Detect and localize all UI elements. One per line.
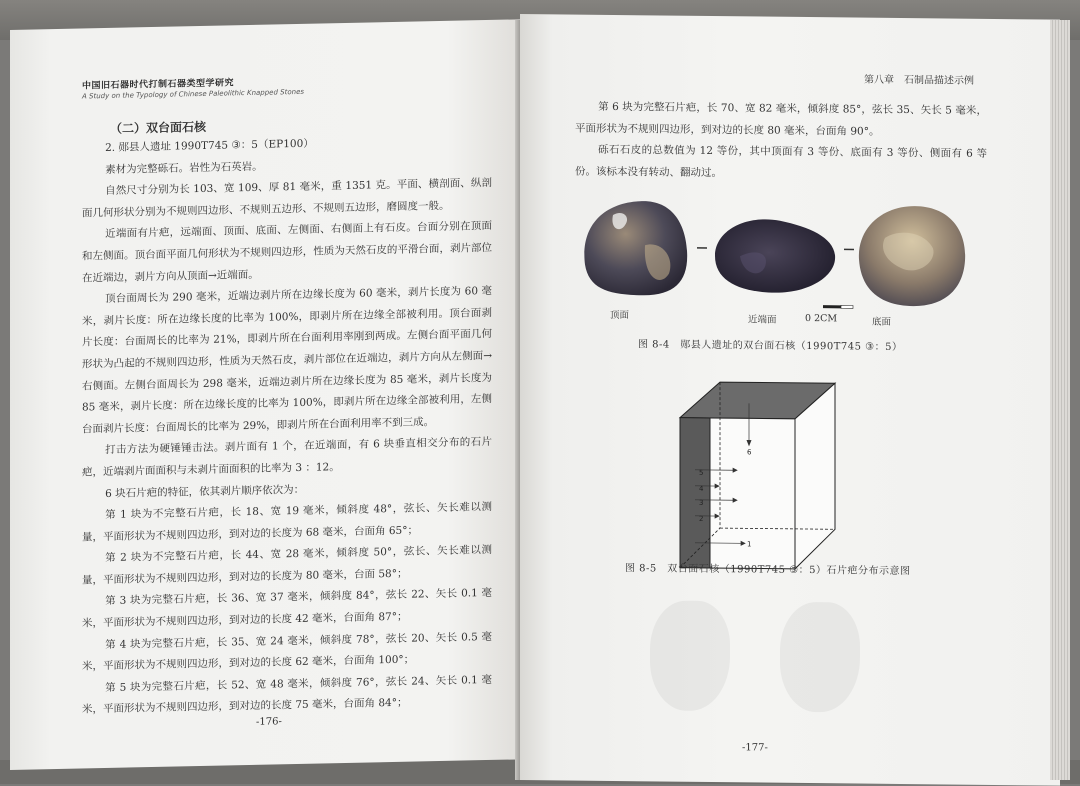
paragraph: 打击方法为硬锤锤击法。剥片面有 1 个，在近端面，有 6 块垂直相交分布的石片疤，近端剥片面面积与未剥片面面积的比率为 3 ：12。: [82, 432, 492, 484]
running-head: [82, 74, 304, 101]
paragraph: 第 3 块为完整石片疤，长 36、宽 37 毫米，倾斜度 84°，弦长 22、矢长 0.1 毫米，平面形状为不规则四边形，到对边的长度 42 毫米，台面角 87°；: [82, 583, 492, 635]
label-top-view: 顶面: [610, 307, 629, 321]
scar-label-4: 4: [699, 485, 704, 493]
paragraph: 2. 郧县人遗址 1990T745 ③：5（EP100）: [82, 130, 492, 160]
stone-proximal-view: [715, 219, 835, 293]
figure-8-5-diagram: [675, 378, 855, 580]
scar-label-2: 2: [699, 515, 703, 523]
page-number-right: -177-: [742, 742, 768, 753]
page-block-edge: [1050, 20, 1070, 780]
paragraph: 素材为完整砾石。岩性为石英岩。: [82, 151, 492, 181]
figure-8-5-caption: 图 8-5 双台面石核（1990T745 ③：5）石片疤分布示意图: [625, 559, 911, 577]
paragraph: 6 块石片疤的特征，依其剥片顺序依次为：: [82, 475, 492, 505]
scar-label-6: 6: [747, 448, 752, 456]
paragraph: 第 6 块为完整石片疤，长 70、宽 82 毫米，倾斜度 85°，弦长 35、矢长 5 毫米，平面形状为不规则四边形，到对边的长度 80 毫米，台面角 90°。: [575, 97, 987, 145]
scale-bar: [823, 305, 853, 308]
paragraph: 砾石石皮的总数值为 12 等份，其中顶面有 3 等份、底面有 3 等份、侧面有 6 等份。该标本没有转动、翻动过。: [575, 140, 987, 188]
scar-label-3: 3: [699, 499, 703, 507]
stone-bottom-view: [859, 206, 965, 307]
label-proximal-view: 近端面: [748, 311, 777, 325]
paragraph: 顶台面周长为 290 毫米，近端边剥片所在边缘长度为 60 毫米，剥片长度为 60 毫米，剥片长度：所在边缘长度的比率为 100%，即剥片所在边缘全部被利用。顶台面剥片长度：台面周长的比率为 21%，即剥片所在台面利用率刚到两成。左侧台面平面几何形状为凸起的不规则四边形，性质为天然石皮，剥片部位在近端边，剥片方向从左侧面→右侧面。左侧台面周长为 298 毫米，近端边剥片所在边缘长度为 85 毫米，剥片长度为 85 毫米，剥片长度：所在边缘长度的比率为 100%，即剥片所在边缘全部被利用，左侧台面剥片长度：台面周长的比率为 29%，即剥片所在台面利用率不到三成。: [82, 281, 492, 441]
right-body-text: [575, 97, 987, 188]
paragraph: 第 2 块为不完整石片疤，长 44、宽 28 毫米，倾斜度 50°，弦长、矢长难以测量，平面形状为不规则四边形，到对边的长度为 80 毫米，台面 58°；: [82, 540, 492, 592]
scar-label-1: 1: [747, 540, 751, 548]
running-head-subtitle: A Study on the Typology of Chinese Paleolithic Knapped Stones: [82, 88, 304, 101]
running-head-title: 中国旧石器时代打制石器类型学研究: [82, 74, 304, 92]
figure-8-4-caption: 图 8-4 郧县人遗址的双台面石核（1990T745 ③：5）: [638, 335, 903, 353]
page-number-left: -176-: [256, 716, 282, 728]
right-page: [520, 14, 1060, 786]
stone-top-view: [584, 201, 687, 296]
paragraph: 第 1 块为不完整石片疤，长 18、宽 19 毫米，倾斜度 48°，弦长、矢长难以测量，平面形状为不规则四边形，到对边的长度为 68 毫米，台面角 65°；: [82, 497, 492, 549]
show-through-shape: [650, 600, 730, 711]
section-title: （二）双台面石核: [110, 118, 206, 137]
paragraph: 近端面有片疤，远端面、顶面、底面、左侧面、右侧面上有石皮。台面分别在顶面和左侧面。顶台面平面几何形状为不规则四边形，性质为天然石皮的平滑台面，剥片部位在近端边，剥片方向从顶面→近端面。: [82, 216, 492, 289]
paragraph: 自然尺寸分别为长 103、宽 109、厚 81 毫米，重 1351 克。平面、横剖面、纵剖面几何形状分别为不规则四边形、不规则五边形、不规则五边形，磨圆度一般。: [82, 173, 492, 225]
scar-label-5: 5: [699, 469, 703, 477]
label-bottom-view: 底面: [872, 314, 891, 328]
show-through-shape: [780, 602, 860, 713]
label-scale: 0 2CM: [805, 313, 837, 324]
left-body-text: [82, 130, 492, 722]
cube-left-band: [680, 418, 710, 568]
paragraph: 第 5 块为完整石片疤，长 52、宽 48 毫米，倾斜度 76°，弦长 24、矢长 0.1 毫米，平面形状为不规则四边形，到对边的长度 75 毫米，台面角 84°；: [82, 670, 492, 722]
cube-svg: [675, 378, 855, 580]
left-page: [10, 19, 525, 770]
chapter-head: 第八章 石制品描述示例: [864, 71, 974, 87]
cube-front-face: [710, 418, 795, 569]
paragraph: 第 4 块为完整石片疤，长 35、宽 24 毫米，倾斜度 78°，弦长 20、矢长 0.5 毫米，平面形状为不规则四边形，到对边的长度 62 毫米，台面角 100°；: [82, 627, 492, 679]
